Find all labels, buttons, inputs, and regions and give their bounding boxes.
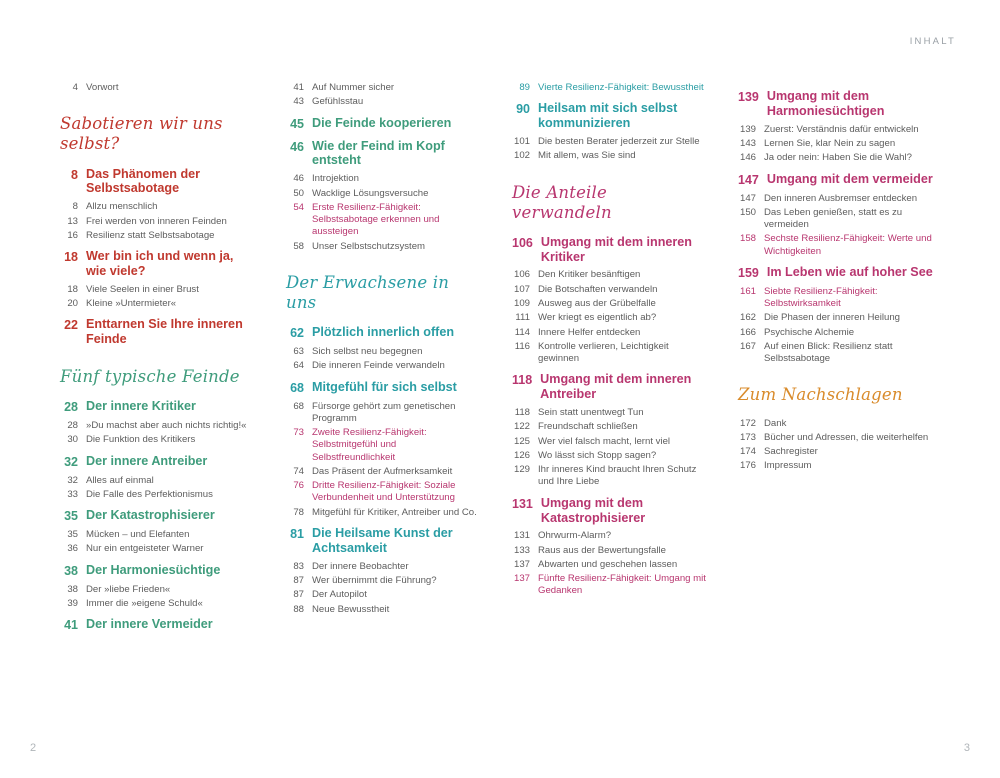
toc-entry-title: Fünfte Resilienz-Fähigkeit: Umgang mit Gedanken: [538, 573, 706, 597]
toc-entry-page: 41: [293, 82, 304, 93]
chapter-heading: Fünf typische Feinde: [60, 367, 240, 386]
toc-entry[interactable]: [286, 480, 482, 505]
toc-column: [60, 82, 256, 638]
toc-entry-page: 131: [513, 530, 530, 542]
toc-entry-page: 36: [67, 543, 78, 555]
toc-entry[interactable]: [60, 216, 256, 228]
toc-entry[interactable]: [286, 380, 482, 396]
toc-entry-page: 62: [290, 326, 304, 341]
toc-entry[interactable]: [512, 269, 708, 281]
toc-entry-title: Das Phänomen der Selbstsabotage: [86, 166, 201, 196]
toc-entry-title: Enttarnen Sie Ihre inneren Feinde: [86, 317, 243, 347]
toc-entry[interactable]: [60, 201, 256, 213]
toc-entry-page: 88: [293, 603, 304, 615]
toc-entry[interactable]: [512, 573, 708, 598]
toc-entry[interactable]: [512, 464, 708, 489]
toc-entry-page: 137: [513, 558, 530, 570]
toc-entry-title: Die Heilsame Kunst der Achtsamkeit: [312, 526, 453, 555]
toc-entry-page: 109: [513, 298, 530, 310]
toc-entry-page: 114: [514, 326, 530, 338]
toc-entry-title: Nur ein entgeisteter Warner: [86, 543, 204, 555]
toc-entry-title: Kontrolle verlieren, Leichtigkeit gewinnen: [538, 340, 669, 365]
toc-entry-title: Umgang mit dem Harmoniesüchtigen: [766, 89, 885, 118]
toc-entry-page: 18: [64, 250, 78, 265]
toc-entry-title: Fürsorge gehört zum genetischen Programm: [312, 400, 456, 424]
toc-entry[interactable]: [512, 82, 708, 94]
toc-entry[interactable]: [60, 584, 256, 596]
toc-entry-page: 46: [290, 139, 304, 154]
folio-left: 2: [30, 742, 37, 754]
toc-entry-title: Viele Seelen in einer Brust: [86, 283, 199, 295]
toc-entry[interactable]: [60, 489, 256, 501]
toc-entry[interactable]: [738, 233, 934, 258]
toc-entry-page: 68: [293, 400, 304, 412]
toc-entry[interactable]: [60, 230, 256, 242]
toc-entry[interactable]: [60, 529, 256, 541]
toc-entry-title: Auf einen Blick: Resilienz statt Selbstsabotage: [764, 340, 893, 365]
toc-entry-title: Wacklige Lösungsversuche: [312, 187, 429, 199]
toc-entry[interactable]: [286, 346, 482, 358]
toc-entry-page: 8: [72, 201, 78, 213]
toc-entry-page: 83: [293, 560, 304, 572]
chapter-heading: Sabotieren wir uns selbst?: [60, 114, 223, 154]
toc-entry-page: 116: [514, 340, 530, 352]
toc-entry[interactable]: [512, 298, 708, 310]
toc-entry-title: Wo lässt sich Stopp sagen?: [538, 449, 657, 461]
toc-entry-title: Ohrwurm-Alarm?: [538, 530, 612, 542]
toc-entry-page: 45: [290, 116, 304, 131]
toc-entry-title: Heilsam mit sich selbst kommunizieren: [538, 101, 678, 131]
toc-entry-page: 30: [67, 434, 78, 446]
toc-entry-title: Neue Bewusstheit: [312, 603, 390, 615]
toc-entry[interactable]: [738, 460, 934, 472]
toc-entry-title: Das Präsent der Aufmerksamkeit: [312, 465, 453, 477]
toc-entry[interactable]: [738, 312, 934, 324]
toc-entry-page: 118: [512, 373, 533, 388]
toc-entry-title: Die besten Berater jederzeit zur Stelle: [538, 135, 700, 147]
toc-entry-title: Sachregister: [764, 446, 818, 458]
toc-entry-title: Mitgefühl für Kritiker, Antreiber und Co.: [312, 506, 477, 518]
toc-entry[interactable]: [60, 249, 256, 279]
toc-entry[interactable]: [60, 434, 256, 446]
toc-entry-page: 54: [293, 201, 304, 213]
toc-entry[interactable]: [512, 136, 708, 148]
toc-entry-title: Ja oder nein: Haben Sie die Wahl?: [764, 152, 912, 164]
toc-entry-page: 133: [513, 544, 530, 556]
toc-entry-page: 87: [293, 589, 304, 601]
toc-entry-title: Innere Helfer entdecken: [538, 326, 641, 338]
toc-entry-page: 139: [739, 123, 756, 135]
toc-entry[interactable]: [286, 325, 482, 341]
toc-entry-page: 167: [739, 340, 756, 352]
toc-entry[interactable]: [286, 561, 482, 573]
toc-entry-title: Der Autopilot: [312, 589, 367, 601]
chapter-heading: Die Anteile verwandeln: [512, 182, 612, 222]
toc-entry-title: Sich selbst neu begegnen: [312, 346, 423, 358]
toc-entry[interactable]: [60, 475, 256, 487]
toc-entry[interactable]: [60, 454, 256, 470]
toc-entry-title: »Du machst aber auch nichts richtig!«: [86, 420, 247, 432]
toc-entry[interactable]: [512, 327, 708, 339]
toc-entry-page: 68: [290, 380, 304, 395]
toc-entry-page: 173: [739, 431, 756, 443]
toc-entry-title: Gefühlsstau: [312, 96, 364, 108]
toc-entry[interactable]: [738, 124, 934, 136]
toc-entry-page: 63: [293, 346, 304, 358]
toc-entry[interactable]: [738, 193, 934, 205]
toc-entry-page: 129: [513, 464, 530, 476]
toc-entry[interactable]: [738, 265, 934, 281]
toc-entry-page: 28: [67, 420, 78, 432]
toc-entry[interactable]: [286, 589, 482, 601]
toc-entry[interactable]: [512, 450, 708, 462]
toc-entry-page: 64: [293, 360, 304, 372]
toc-entry-title: Vorwort: [86, 82, 119, 93]
toc-entry[interactable]: [512, 150, 708, 162]
toc-entry[interactable]: [60, 617, 256, 633]
toc-entry-title: Die Falle des Perfektionismus: [86, 488, 213, 500]
toc-entry-title: Der innere Antreiber: [86, 453, 208, 468]
toc-column: [286, 82, 482, 638]
toc-entry-title: Frei werden von inneren Feinden: [86, 215, 227, 227]
toc-entry-page: 32: [67, 474, 78, 486]
toc-entry-page: 125: [513, 435, 530, 447]
toc-entry-title: Bücher und Adressen, die weiterhelfen: [764, 431, 929, 443]
toc-entry-page: 39: [67, 597, 78, 609]
toc-entry[interactable]: [286, 360, 482, 372]
toc-entry[interactable]: [512, 545, 708, 557]
toc-entry-title: Immer die »eigene Schuld«: [86, 597, 203, 609]
toc-entry-title: Vierte Resilienz-Fähigkeit: Bewusstheit: [538, 82, 704, 93]
toc-entry[interactable]: [286, 116, 482, 132]
toc-entry-title: Die inneren Feinde verwandeln: [312, 360, 445, 372]
toc-entry-title: Erste Resilienz-Fähigkeit: Selbstsabotage erkennen und aussteigen: [312, 201, 440, 238]
chapter-heading: Der Erwachsene in uns: [286, 272, 450, 312]
toc-entry[interactable]: [60, 298, 256, 310]
toc-entry-title: Mücken – und Elefanten: [86, 529, 190, 541]
toc-entry-title: Der innere Kritiker: [86, 399, 196, 414]
toc-entry-page: 162: [739, 312, 756, 324]
toc-entry[interactable]: [738, 207, 934, 232]
folio-right: 3: [963, 742, 970, 754]
toc-entry[interactable]: [60, 399, 256, 415]
toc-entry-page: 73: [293, 427, 304, 439]
toc-entry-page: 174: [739, 446, 756, 458]
toc-entry[interactable]: [512, 235, 708, 265]
toc-entry[interactable]: [738, 341, 934, 366]
toc-entry-page: 111: [515, 312, 530, 324]
toc-entry[interactable]: [286, 401, 482, 426]
toc-entry-title: Zweite Resilienz-Fähigkeit: Selbstmitgefühl und Selbstfreundlichkeit: [312, 427, 427, 463]
toc-entry[interactable]: [286, 173, 482, 185]
toc-entry-title: Raus aus der Bewertungsfalle: [538, 544, 666, 556]
toc-entry-title: Der Harmoniesüchtige: [86, 562, 221, 577]
toc-entry-title: Den Kritiker besänftigen: [538, 269, 641, 281]
toc-entry[interactable]: [512, 101, 708, 131]
toc-entry[interactable]: [286, 526, 482, 556]
toc-entry-page: 43: [293, 96, 304, 108]
toc-entry-page: 139: [738, 90, 759, 104]
toc-entry-page: 147: [739, 192, 756, 204]
toc-entry[interactable]: [60, 508, 256, 524]
toc-entry-page: 16: [67, 229, 78, 241]
toc-entry-page: 35: [64, 509, 78, 524]
toc-entry-title: Resilienz statt Selbstsabotage: [86, 229, 215, 241]
toc-entry-title: Zuerst: Verständnis dafür entwickeln: [764, 123, 919, 135]
toc-entry[interactable]: [738, 286, 934, 311]
toc-entry-page: 89: [519, 82, 530, 93]
toc-entry-title: Dank: [764, 417, 787, 429]
toc-entry-page: 38: [67, 583, 78, 595]
toc-entry[interactable]: [738, 138, 934, 150]
toc-entry[interactable]: [60, 563, 256, 579]
toc-entry-title: Kleine »Untermieter«: [86, 298, 177, 310]
toc-entry-title: Wie der Feind im Kopf entsteht: [312, 138, 445, 168]
toc-entry-title: Wer bin ich und wenn ja, wie viele?: [86, 249, 234, 278]
toc-entry[interactable]: [286, 202, 482, 239]
toc-entry-page: 158: [739, 233, 756, 245]
toc-entry-title: Sein statt unentwegt Tun: [538, 407, 644, 419]
toc-entry-title: Ihr inneres Kind braucht Ihren Schutz und Ihre Liebe: [538, 464, 697, 488]
toc-entry-page: 150: [739, 206, 756, 218]
toc-entry[interactable]: [512, 436, 708, 448]
toc-entry-page: 176: [739, 460, 756, 472]
toc-entry-title: Wer viel falsch macht, lernt viel: [538, 435, 671, 447]
toc-entry-title: Der Katastrophisierer: [86, 508, 215, 523]
toc-entry[interactable]: [738, 432, 934, 444]
toc-entry[interactable]: [286, 575, 482, 587]
toc-entry-page: 143: [739, 137, 756, 149]
toc-column: [512, 82, 708, 638]
toc-entry[interactable]: [286, 82, 482, 94]
toc-entry-title: Abwarten und geschehen lassen: [538, 558, 678, 570]
toc-entry-title: Die Phasen der inneren Heilung: [764, 312, 900, 324]
toc-entry[interactable]: [738, 172, 934, 188]
toc-entry-page: 102: [513, 150, 530, 162]
toc-entry[interactable]: [286, 188, 482, 200]
toc-column: [738, 82, 934, 638]
toc-entry-page: 18: [67, 283, 78, 295]
toc-entry-page: 13: [67, 215, 78, 227]
toc-entry-title: Der »liebe Frieden«: [86, 583, 171, 595]
toc-entry-page: 38: [64, 563, 78, 578]
toc-entry-title: Wer kriegt es eigentlich ab?: [538, 312, 657, 324]
toc-entry-page: 35: [67, 529, 78, 541]
toc-entry-title: Siebte Resilienz-Fähigkeit: Selbstwirksamkeit: [764, 285, 878, 310]
toc-entry-page: 28: [64, 400, 78, 415]
toc-entry-title: Sechste Resilienz-Fähigkeit: Werte und Wichtigkeiten: [764, 233, 932, 257]
toc-entry-title: Umgang mit dem inneren Kritiker: [540, 234, 693, 264]
toc-entry[interactable]: [512, 312, 708, 324]
toc-entry-page: 126: [513, 449, 530, 461]
toc-entry-title: Introjektion: [312, 173, 359, 185]
toc-entry[interactable]: [60, 167, 256, 197]
toc-entry[interactable]: [512, 341, 708, 366]
toc-entry[interactable]: [286, 427, 482, 464]
toc-entry-title: Alles auf einmal: [86, 474, 154, 486]
toc-entry[interactable]: [286, 139, 482, 169]
toc-entry-page: 76: [293, 480, 304, 492]
toc-entry[interactable]: [512, 559, 708, 571]
toc-entry-page: 146: [739, 152, 756, 164]
toc-entry-page: 147: [738, 172, 759, 187]
running-head: INHALT: [909, 36, 956, 47]
toc-entry-title: Umgang mit dem vermeider: [766, 171, 933, 186]
toc-entry[interactable]: [60, 598, 256, 610]
toc-entry-page: 159: [738, 265, 759, 280]
toc-entry-title: Die Funktion des Kritikers: [86, 434, 196, 446]
toc-entry[interactable]: [286, 96, 482, 108]
toc-entry[interactable]: [512, 496, 708, 526]
toc-entry-page: 58: [293, 240, 304, 252]
toc-entry-title: Mit allem, was Sie sind: [538, 150, 636, 162]
toc-entry-page: 32: [64, 454, 78, 469]
toc-entry-title: Die Feinde kooperieren: [312, 115, 452, 130]
toc-entry[interactable]: [60, 420, 256, 432]
toc-entry-page: 166: [739, 326, 756, 338]
toc-entry-page: 20: [67, 298, 78, 310]
toc-entry-page: 107: [513, 283, 530, 295]
toc-entry-page: 4: [72, 82, 78, 93]
toc-entry-page: 161: [739, 285, 756, 297]
toc-entry-page: 118: [514, 407, 530, 419]
chapter-heading: Zum Nachschlagen: [738, 385, 903, 405]
toc-entry-page: 172: [739, 417, 756, 429]
toc-entry-page: 22: [64, 318, 78, 333]
toc-entry[interactable]: [738, 89, 934, 119]
toc-entry[interactable]: [286, 466, 482, 478]
toc-entry-page: 41: [64, 618, 78, 633]
toc-entry-page: 90: [516, 102, 530, 117]
toc-entry[interactable]: [738, 446, 934, 458]
toc-entry-page: 81: [290, 527, 304, 542]
toc-entry[interactable]: [512, 421, 708, 433]
toc-entry-page: 137: [513, 573, 530, 585]
toc-entry-page: 46: [293, 173, 304, 185]
toc-entry-title: Umgang mit dem Katastrophisierer: [540, 495, 646, 525]
toc-entry-title: Lernen Sie, klar Nein zu sagen: [764, 137, 896, 149]
toc-entry-title: Im Leben wie auf hoher See: [766, 264, 933, 279]
toc-entry[interactable]: [286, 604, 482, 616]
toc-entry-page: 78: [293, 506, 304, 518]
toc-entry-title: Auf Nummer sicher: [312, 82, 395, 93]
toc-entry-title: Wer übernimmt die Führung?: [312, 575, 437, 586]
toc-entry[interactable]: [286, 241, 482, 253]
toc-entry[interactable]: [738, 152, 934, 164]
toc-entry[interactable]: [60, 82, 256, 94]
toc-entry-title: Das Leben genießen, statt es zu vermeiden: [764, 206, 903, 231]
toc-entry-title: Der innere Vermeider: [86, 617, 213, 632]
toc-entry-title: Psychische Alchemie: [764, 326, 855, 338]
toc-entry[interactable]: [60, 284, 256, 296]
toc-entry-title: Freundschaft schließen: [538, 421, 638, 433]
toc-entry-page: 101: [513, 135, 530, 147]
toc-entry-page: 33: [67, 488, 78, 500]
toc-entry-title: Ausweg aus der Grübelfalle: [538, 298, 656, 310]
toc-entry[interactable]: [512, 407, 708, 419]
toc-entry[interactable]: [738, 327, 934, 339]
toc-entry[interactable]: [512, 284, 708, 296]
toc-entry[interactable]: [512, 372, 708, 402]
toc-entry[interactable]: [60, 543, 256, 555]
toc-entry-page: 131: [512, 496, 533, 511]
toc-entry-page: 8: [71, 167, 78, 182]
toc-entry-title: Umgang mit dem inneren Antreiber: [540, 372, 692, 402]
toc-entry[interactable]: [738, 418, 934, 430]
toc-entry-title: Mitgefühl für sich selbst: [312, 379, 457, 394]
toc-entry-title: Die Botschaften verwandeln: [538, 283, 658, 295]
toc-entry-page: 122: [513, 421, 530, 433]
toc-entry-title: Allzu menschlich: [86, 201, 158, 213]
toc-entry-title: Der innere Beobachter: [312, 560, 409, 572]
toc-entry-page: 106: [513, 269, 530, 281]
toc-entry[interactable]: [60, 317, 256, 347]
toc-entry-title: Impressum: [764, 460, 812, 472]
toc-entry-title: Dritte Resilienz-Fähigkeit: Soziale Verbundenheit und Unterstützung: [312, 480, 456, 504]
toc-entry-title: Unser Selbstschutzsystem: [312, 240, 426, 252]
toc-entry-page: 87: [293, 575, 304, 586]
toc-entry[interactable]: [512, 530, 708, 542]
toc-entry-title: Den inneren Ausbremser entdecken: [764, 192, 918, 204]
toc-columns: [0, 82, 1000, 638]
toc-entry[interactable]: [286, 507, 482, 519]
toc-entry-page: 50: [293, 187, 304, 199]
toc-entry-title: Plötzlich innerlich offen: [312, 325, 455, 340]
toc-entry-page: 74: [293, 465, 304, 477]
toc-entry-page: 106: [512, 235, 533, 250]
